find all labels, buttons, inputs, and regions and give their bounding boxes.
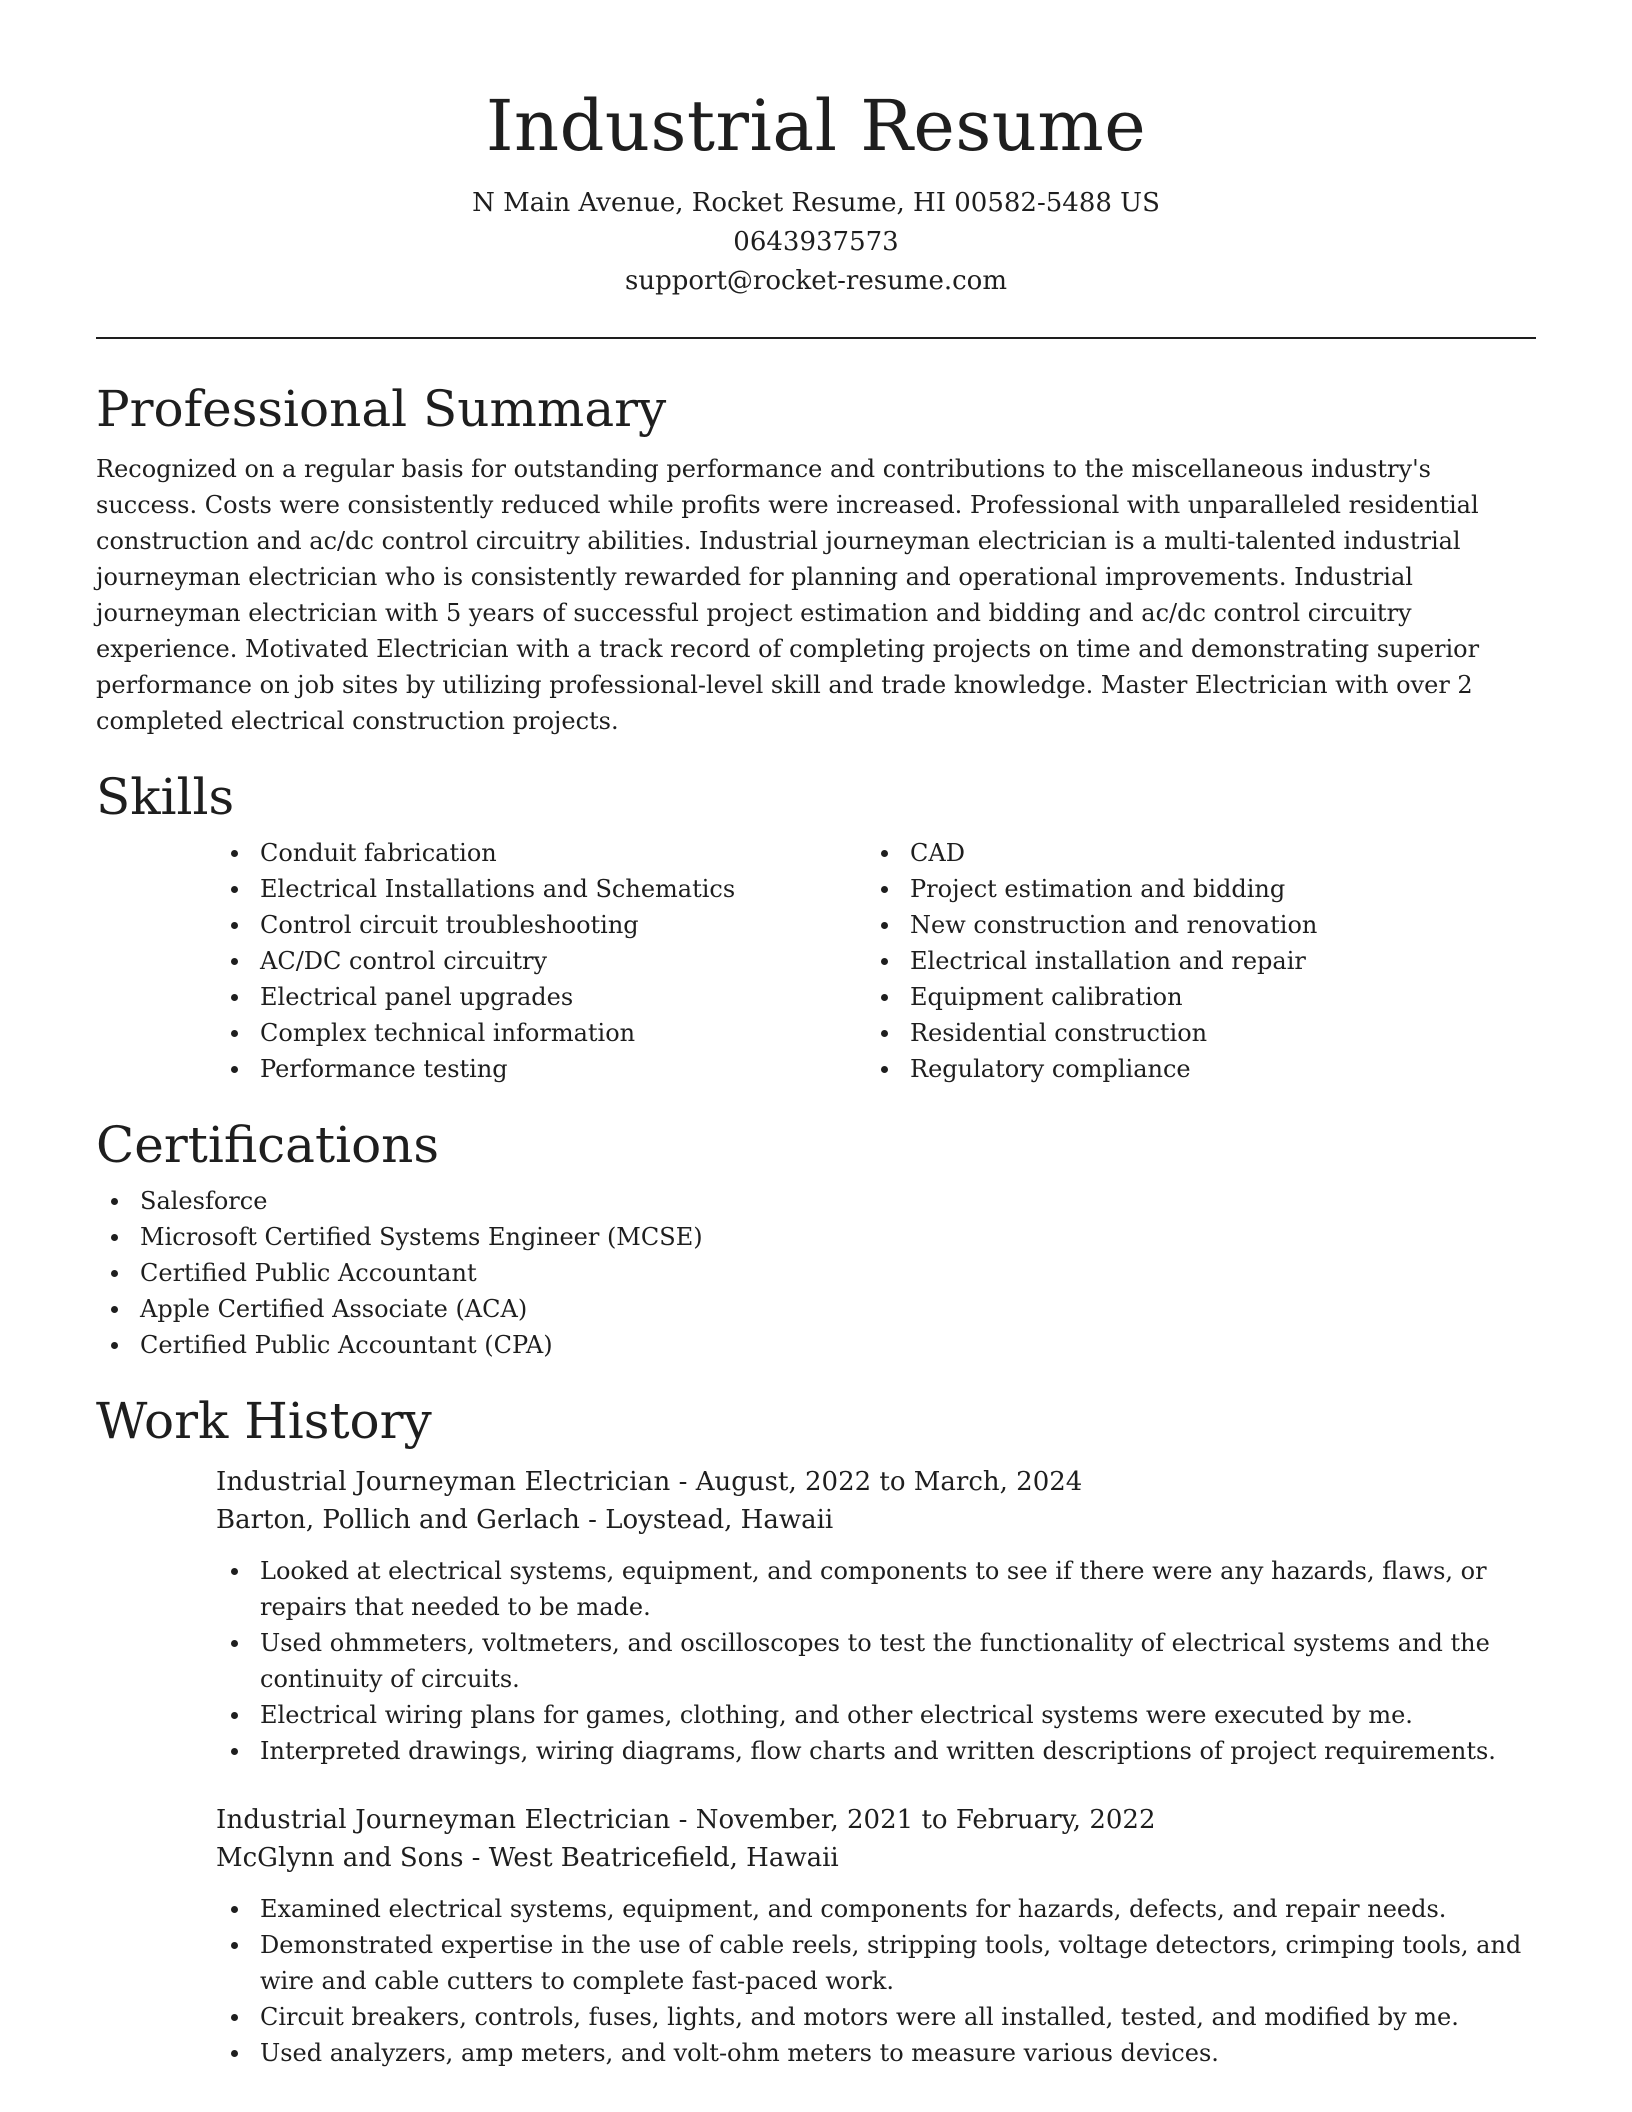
work-history-section [96,1391,1536,2071]
resume-header [96,0,1536,301]
list-item: AC/DC control circuitry [216,943,866,979]
work-history-heading: Work History [96,1392,432,1450]
list-item: Project estimation and bidding [866,871,1516,907]
list-item: Salesforce [96,1183,1536,1219]
job-title-line [216,1801,1536,1839]
list-item: Electrical Installations and Schematics [216,871,866,907]
list-item: Conduit fabrication [216,835,866,871]
list-item: Electrical wiring plans for games, clothing, and other electrical systems were executed by me. [216,1697,1536,1733]
skills-heading: Skills [96,768,235,826]
list-item: Control circuit troubleshooting [216,907,866,943]
header-divider [96,337,1536,339]
job-separator: - [463,1843,489,1873]
job-separator: - [670,1805,696,1835]
job-title: Industrial Journeyman Electrician [216,1467,671,1497]
job-separator: - [579,1505,606,1535]
list-item: Certified Public Accountant [96,1255,1536,1291]
job-company-line [216,1501,1536,1539]
job-location: West Beatricefield, Hawaii [488,1843,839,1873]
resume-page [96,0,1536,2071]
job-title-line [216,1463,1536,1501]
job-duties-list [216,1553,1536,1769]
list-item: Apple Certified Associate (ACA) [96,1291,1536,1327]
list-item: Examined electrical systems, equipment, and components for hazards, defects, and repair needs. [216,1891,1536,1927]
job-duties-list [216,1891,1536,2071]
job-entry [216,1801,1536,2071]
job-company: McGlynn and Sons [216,1843,464,1873]
contact-email: support@rocket-resume.com [624,266,1007,296]
certifications-section [96,1115,1536,1363]
skills-list-left [216,835,866,1087]
list-item: Used analyzers, amp meters, and volt-ohm meters to measure various devices. [216,2035,1536,2071]
list-item: Demonstrated expertise in the use of cable reels, stripping tools, voltage detectors, crimping tools, and wire and cable cutters to complete fast-paced work. [216,1927,1536,1999]
list-item: Circuit breakers, controls, fuses, lights, and motors were all installed, tested, and modified by me. [216,1999,1536,2035]
summary-text: Recognized on a regular basis for outstanding performance and contributions to the miscellaneous industry's success. Costs were consistently reduced while profits were increased. Professional with unparalleled residential construction and ac/dc control circuitry abilities. Industrial journeyman electrician is a multi-talented industrial journeyman electrician who is consistently rewarded for planning and operational improvements. Industrial journeyman electrician with 5 years of successful project estimation and bidding and ac/dc control circuitry experience. Motivated Electrician with a track record of completing projects on time and demonstrating superior performance on job sites by utilizing professional-level skill and trade knowledge. Master Electrician with over 2 completed electrical construction projects. [96,455,1480,735]
job-title: Industrial Journeyman Electrician [216,1805,671,1835]
job-location: Loystead, Hawaii [605,1505,834,1535]
list-item: Microsoft Certified Systems Engineer (MCSE) [96,1219,1536,1255]
job-dates: November, 2021 to February, 2022 [695,1805,1156,1835]
job-separator: - [670,1467,696,1497]
contact-block [96,184,1536,301]
job-company: Barton, Pollich and Gerlach [216,1505,580,1535]
contact-address: N Main Avenue, Rocket Resume, HI 00582-5488 US [472,188,1160,218]
list-item: Looked at electrical systems, equipment, and components to see if there were any hazards, flaws, or repairs that needed to be made. [216,1553,1536,1625]
list-item: Residential construction [866,1015,1516,1051]
list-item: Electrical panel upgrades [216,979,866,1015]
list-item: CAD [866,835,1516,871]
skills-section [96,767,1536,1087]
list-item: Performance testing [216,1051,866,1087]
summary-section [96,379,1536,739]
list-item: Interpreted drawings, wiring diagrams, flow charts and written descriptions of project requirements. [216,1733,1536,1769]
job-entry [216,1463,1536,1769]
list-item: Used ohmmeters, voltmeters, and oscilloscopes to test the functionality of electrical systems and the continuity of circuits. [216,1625,1536,1697]
list-item: Certified Public Accountant (CPA) [96,1327,1536,1363]
list-item: Electrical installation and repair [866,943,1516,979]
skills-grid [216,835,1536,1087]
list-item: Regulatory compliance [866,1051,1516,1087]
job-company-line [216,1839,1536,1877]
job-dates: August, 2022 to March, 2024 [695,1467,1083,1497]
summary-heading: Professional Summary [96,380,667,438]
list-item: Complex technical information [216,1015,866,1051]
certifications-list [96,1183,1536,1363]
list-item: New construction and renovation [866,907,1516,943]
contact-phone: 0643937573 [733,227,899,257]
skills-list-right [866,835,1516,1087]
certifications-heading: Certifications [96,1116,440,1174]
resume-name: Industrial Resume [485,85,1147,167]
list-item: Equipment calibration [866,979,1516,1015]
